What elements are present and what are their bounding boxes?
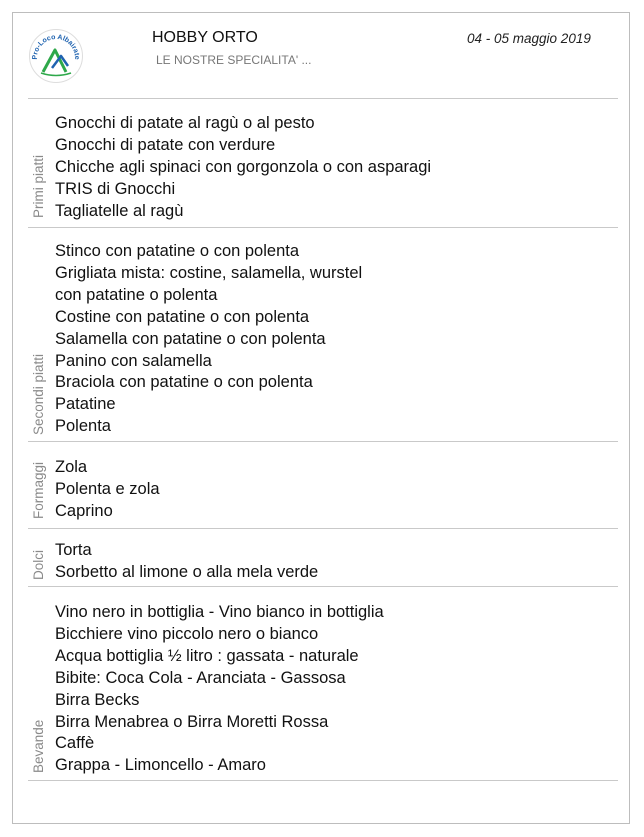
menu-item: Grappa - Limoncello - Amaro — [55, 756, 266, 775]
pro-loco-logo — [28, 28, 84, 84]
section-divider — [28, 586, 618, 587]
section-divider — [28, 780, 618, 781]
section-divider — [28, 441, 618, 442]
section-secondi-items — [55, 241, 362, 438]
section-primi-items — [55, 113, 431, 223]
menu-item: Salamella con patatine o con polenta — [55, 329, 326, 348]
menu-item: Stinco con patatine o con polenta — [55, 242, 300, 260]
menu-item: Vino nero in bottiglia - Vino bianco in bottiglia — [55, 603, 384, 621]
section-divider — [28, 98, 618, 99]
section-dolci-items — [55, 540, 318, 584]
menu-item: Patatine — [55, 395, 116, 414]
menu-item: Bibite: Coca Cola - Aranciata - Gassosa — [55, 668, 346, 687]
section-divider — [28, 227, 618, 228]
menu-item: Chicche agli spinaci con gorgonzola o con asparagi — [55, 157, 432, 176]
menu-item: con patatine o polenta — [55, 285, 218, 304]
section-divider — [28, 528, 618, 529]
section-label-secondi: Secondi piatti — [31, 353, 46, 435]
menu-item: Gnocchi di patate con verdure — [55, 135, 276, 154]
menu-item: Bicchiere vino piccolo nero o bianco — [55, 624, 319, 643]
menu-item: Polenta — [55, 417, 111, 436]
menu-item: Tagliatelle al ragù — [55, 201, 184, 220]
menu-item: Sorbetto al limone o alla mela verde — [55, 562, 319, 581]
menu-item: TRIS di Gnocchi — [55, 179, 176, 198]
menu-item: Caffè — [55, 734, 95, 753]
event-date: 04 - 05 maggio 2019 — [467, 31, 591, 46]
page-title: HOBBY ORTO — [152, 29, 258, 46]
section-bevande-items — [55, 602, 384, 777]
menu-item: Birra Becks — [55, 690, 140, 709]
menu-item: Gnocchi di patate al ragù o al pesto — [55, 114, 315, 132]
menu-item: Costine con patatine o con polenta — [55, 307, 310, 326]
section-label-bevande: Bevande — [31, 719, 46, 773]
section-label-formaggi: Formaggi — [31, 461, 46, 519]
menu-item: Zola — [55, 458, 88, 476]
menu-item: Acqua bottiglia ½ litro : gassata - naturale — [55, 646, 359, 665]
page-subtitle: LE NOSTRE SPECIALITA' ... — [156, 53, 312, 67]
menu-item: Braciola con patatine o con polenta — [55, 373, 313, 392]
menu-item: Birra Menabrea o Birra Moretti Rossa — [55, 712, 329, 731]
menu-item: Torta — [55, 541, 92, 559]
menu-item: Panino con salamella — [55, 351, 212, 370]
menu-item: Caprino — [55, 501, 113, 520]
section-label-dolci: Dolci — [31, 549, 46, 580]
logo-text: Pro-Loco Albairate — [31, 33, 81, 60]
section-label-primi: Primi piatti — [31, 154, 46, 218]
menu-item: Polenta e zola — [55, 479, 160, 498]
section-formaggi-items — [55, 457, 160, 523]
menu-item: Grigliata mista: costine, salamella, wurstel — [55, 263, 363, 282]
